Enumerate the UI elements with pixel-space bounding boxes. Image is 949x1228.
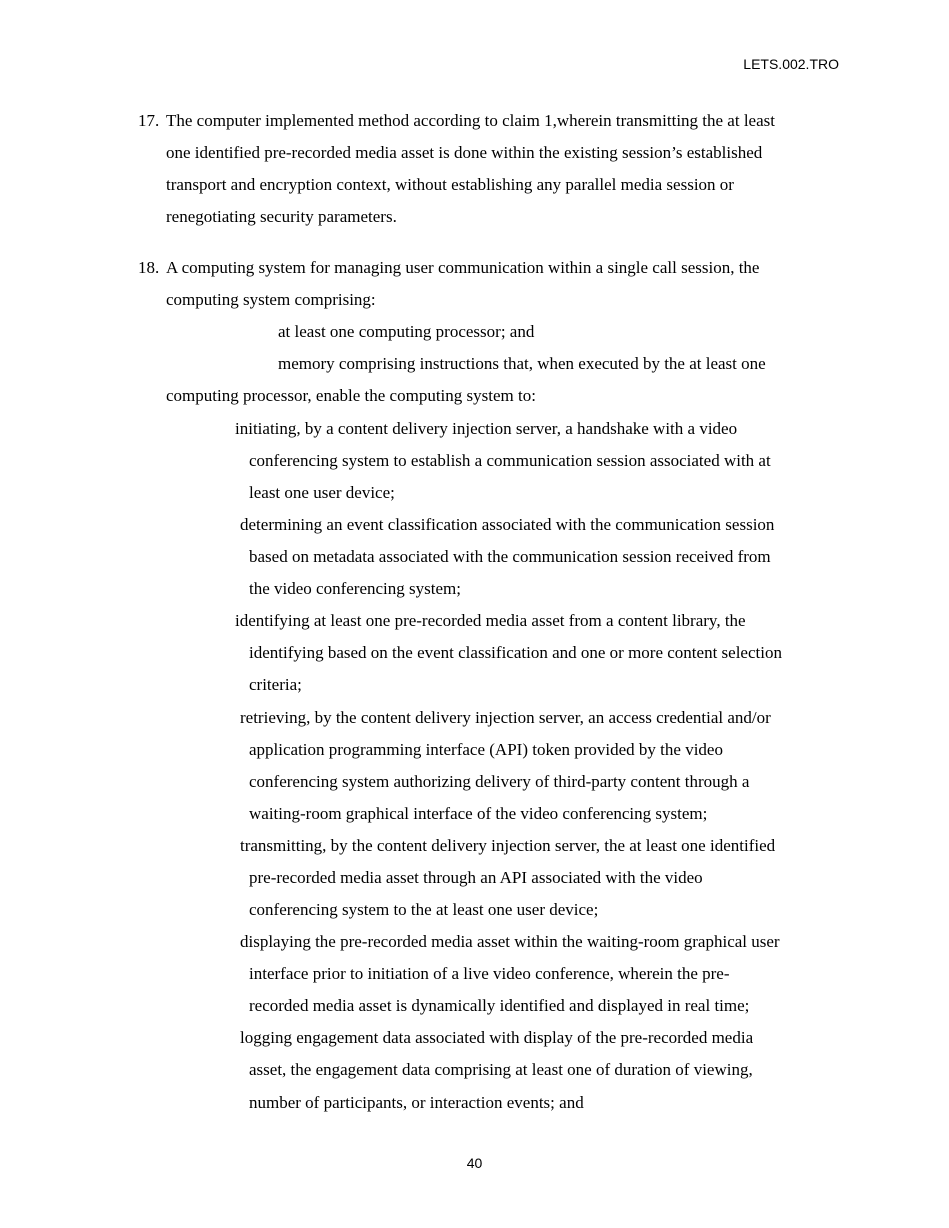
claim-line: transport and encryption context, without establishing any parallel media session or: [166, 175, 734, 194]
claim-step-line: the video conferencing system;: [249, 579, 461, 598]
claim-step-line: recorded media asset is dynamically identified and displayed in real time;: [249, 996, 750, 1015]
claim-step-line: retrieving, by the content delivery injection server, an access credential and/or: [240, 708, 771, 727]
claim-line: memory comprising instructions that, when executed by the at least one: [278, 354, 766, 373]
claim-step-line: determining an event classification associated with the communication session: [240, 515, 775, 534]
claim-step-line: transmitting, by the content delivery injection server, the at least one identified: [240, 836, 776, 855]
claim-step-line: application programming interface (API) token provided by the video: [249, 740, 723, 759]
claim-line: renegotiating security parameters.: [166, 207, 397, 226]
claim-step-line: asset, the engagement data comprising at least one of duration of viewing,: [249, 1060, 753, 1079]
claim-step-line: logging engagement data associated with display of the pre-recorded media: [240, 1028, 754, 1047]
claim-number: 18.: [138, 258, 160, 277]
claim-line: computing processor, enable the computing system to:: [166, 386, 536, 405]
claim-line: at least one computing processor; and: [278, 322, 535, 341]
claim-step-line: initiating, by a content delivery injection server, a handshake with a video: [235, 419, 738, 438]
claim-step-line: conferencing system authorizing delivery of third-party content through a: [249, 772, 750, 791]
claim-step-line: identifying at least one pre-recorded media asset from a content library, the: [235, 611, 746, 630]
claim-step-line: conferencing system to the at least one user device;: [249, 900, 599, 919]
claim-step-line: pre-recorded media asset through an API associated with the video: [249, 868, 703, 887]
claim-step-line: displaying the pre-recorded media asset within the waiting-room graphical user: [240, 932, 780, 951]
document-reference: LETS.002.TRO: [743, 56, 839, 72]
claim-step-line: number of participants, or interaction events; and: [249, 1093, 584, 1112]
claim-line: one identified pre-recorded media asset is done within the existing session’s established: [166, 143, 763, 162]
page-number: 40: [466, 1155, 483, 1171]
claim-line: The computer implemented method according to claim 1,wherein transmitting the at least: [166, 111, 775, 130]
claim-line: computing system comprising:: [166, 290, 376, 309]
claim-number: 17.: [138, 111, 160, 130]
claim-step-line: criteria;: [249, 675, 302, 694]
claim-line: A computing system for managing user communication within a single call session, the: [166, 258, 760, 277]
claim-step-line: conferencing system to establish a communication session associated with at: [249, 451, 771, 470]
claim-step-line: identifying based on the event classification and one or more content selection: [249, 643, 782, 662]
claim-step-line: interface prior to initiation of a live video conference, wherein the pre-: [249, 964, 730, 983]
claim-step-line: based on metadata associated with the communication session received from: [249, 547, 771, 566]
claim-step-line: least one user device;: [249, 483, 395, 502]
claim-step-line: waiting-room graphical interface of the video conferencing system;: [249, 804, 708, 823]
